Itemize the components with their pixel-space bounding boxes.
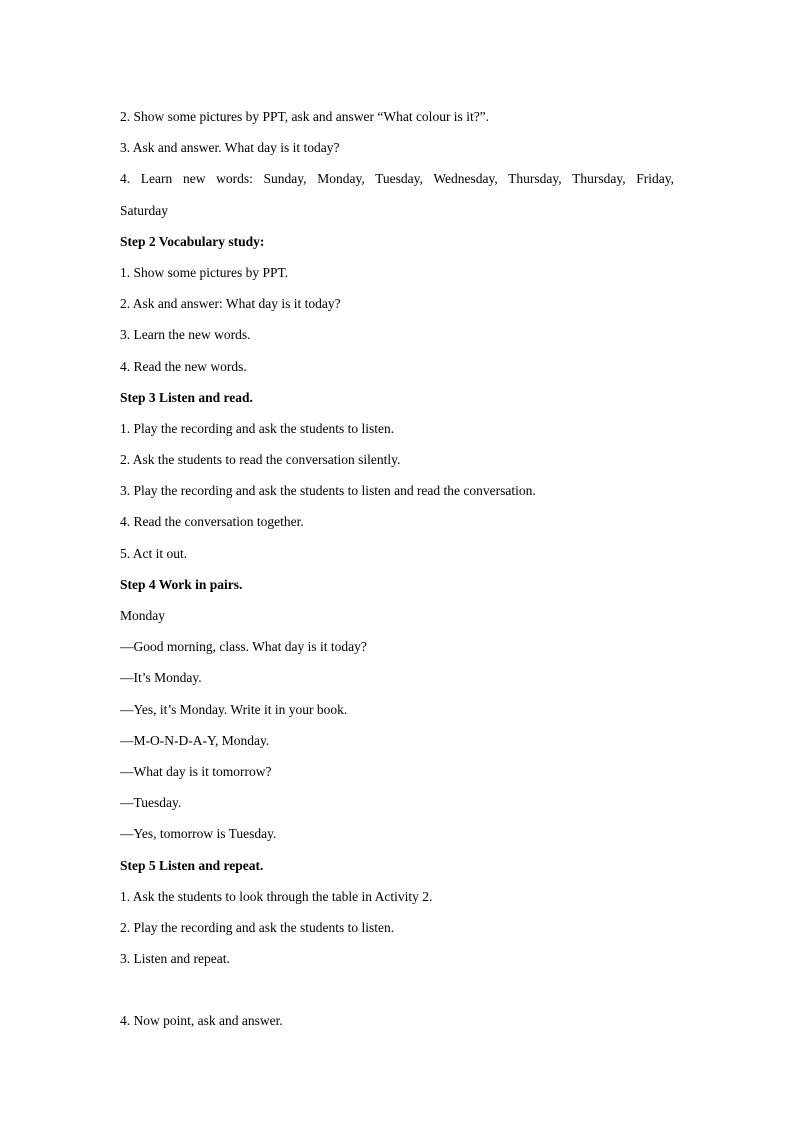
step-heading: Step 4 Work in pairs. xyxy=(120,576,243,592)
paragraph-line: 2. Ask the students to read the conversation silently. xyxy=(120,452,401,468)
paragraph-line: 5. Act it out. xyxy=(120,545,188,561)
paragraph-line-justified: 4. Learn new words: Sunday, Monday, Tuesday, Wednesday, Thursday, Thursday, Friday, xyxy=(120,171,674,187)
paragraph-line: 4. Read the new words. xyxy=(120,358,247,374)
step-heading: Step 5 Listen and repeat. xyxy=(120,857,264,873)
paragraph-line: 2. Play the recording and ask the students to listen. xyxy=(120,919,395,935)
step-heading: Step 2 Vocabulary study: xyxy=(120,233,265,249)
dialogue-line: —Yes, tomorrow is Tuesday. xyxy=(120,826,277,842)
paragraph-line: 1. Play the recording and ask the students to listen. xyxy=(120,420,395,436)
paragraph-line: 2. Show some pictures by PPT, ask and answer “What colour is it?”. xyxy=(120,109,490,124)
paragraph-line: 2. Ask and answer: What day is it today? xyxy=(120,296,341,312)
paragraph-line: 4. Read the conversation together. xyxy=(120,514,304,530)
dialogue-line: —It’s Monday. xyxy=(120,670,202,686)
paragraph-line: 3. Listen and repeat. xyxy=(120,951,230,967)
dialogue-line: —M-O-N-D-A-Y, Monday. xyxy=(120,732,270,748)
paragraph-line: 1. Ask the students to look through the table in Activity 2. xyxy=(120,888,433,904)
paragraph-line: Saturday xyxy=(120,202,168,218)
paragraph-line: 1. Show some pictures by PPT. xyxy=(120,264,289,280)
paragraph-line: 3. Ask and answer. What day is it today? xyxy=(120,140,340,156)
step-heading: Step 3 Listen and read. xyxy=(120,389,253,405)
dialogue-line: —Yes, it’s Monday. Write it in your book. xyxy=(120,701,348,717)
dialogue-line: —Tuesday. xyxy=(120,795,182,811)
dialogue-line: —Good morning, class. What day is it today? xyxy=(120,639,367,655)
blank-line xyxy=(120,974,674,1005)
document-body xyxy=(120,101,674,1037)
paragraph-line: 4. Now point, ask and answer. xyxy=(120,1013,283,1029)
paragraph-line: 3. Learn the new words. xyxy=(120,327,251,343)
paragraph-line: 3. Play the recording and ask the students to listen and read the conversation. xyxy=(120,483,536,499)
paragraph-line: Monday xyxy=(120,608,165,623)
dialogue-line: —What day is it tomorrow? xyxy=(120,763,272,779)
